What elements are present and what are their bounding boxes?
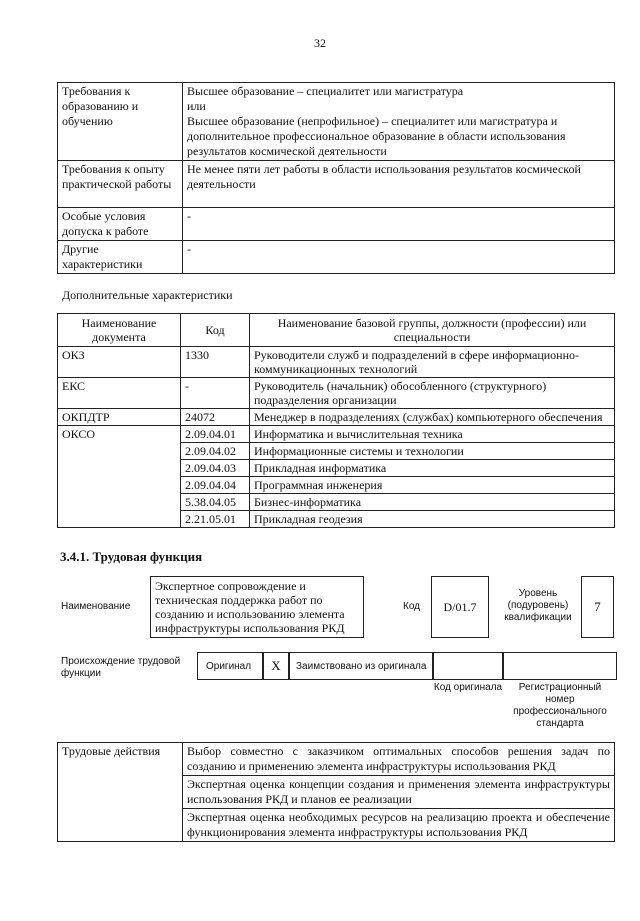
doc-cell: ОКЗ — [58, 347, 181, 378]
table-row — [58, 208, 615, 241]
requirement-value: - — [183, 241, 615, 274]
requirement-value: - — [183, 208, 615, 241]
borrowed-label: Заимствовано из оригинала — [296, 660, 427, 672]
orig-code-cell — [433, 652, 503, 680]
code-cell: 1330 — [181, 347, 250, 378]
actions-label: Трудовые действия — [58, 743, 183, 842]
requirement-label: Другие характеристики — [58, 241, 183, 274]
code-cell: 2.09.04.02 — [181, 443, 250, 460]
requirement-label: Требования к опыту практической работы — [58, 161, 183, 208]
code-cell: 2.09.04.01 — [181, 426, 250, 443]
doc-cell: ЕКС — [58, 378, 181, 409]
borrowed-cell — [289, 652, 433, 680]
column-header: Наименование базовой группы, должности (профессии) или специальности — [250, 314, 615, 347]
name-cell: Бизнес-информатика — [250, 494, 615, 511]
code-label: Код — [403, 601, 421, 612]
action-item: Экспертная оценка концепции создания и применения элемента инфраструктуры использования РКД и планов ее реализации — [183, 776, 615, 809]
name-cell: Руководители служб и подразделений в сфере информационно-коммуникационных технологий — [250, 347, 615, 378]
name-cell: Менеджер в подразделениях (службах) компьютерного обеспечения — [250, 409, 615, 426]
code-cell: 2.09.04.03 — [181, 460, 250, 477]
origin-row — [197, 652, 617, 680]
original-cell — [197, 652, 263, 680]
name-cell: Информатика и вычислительная техника — [250, 426, 615, 443]
level-label: Уровень (подуровень) квалификации — [504, 588, 572, 623]
name-cell: Руководитель (начальник) обособленного (структурного) подразделения организации — [250, 378, 615, 409]
code-cell: 2.21.05.01 — [181, 511, 250, 528]
additional-characteristics-table — [57, 313, 615, 528]
column-header: Код — [181, 314, 250, 347]
additional-caption: Дополнительные характеристики — [62, 288, 233, 302]
doc-cell: ОКПДТР — [58, 409, 181, 426]
table-row — [58, 378, 615, 409]
reg-number-cell — [503, 652, 617, 680]
code-cell: 24072 — [181, 409, 250, 426]
code-cell: 5.38.04.05 — [181, 494, 250, 511]
table-row — [58, 241, 615, 274]
name-cell: Информационные системы и технологии — [250, 443, 615, 460]
name-cell: Прикладная геодезия — [250, 511, 615, 528]
table-row — [58, 83, 615, 161]
code-cell: 2.09.04.04 — [181, 477, 250, 494]
requirements-table — [57, 82, 615, 274]
requirement-label: Требования к образованию и обучению — [58, 83, 183, 161]
table-row — [58, 161, 615, 208]
requirement-label: Особые условия допуска к работе — [58, 208, 183, 241]
labor-actions-table — [57, 742, 615, 842]
name-label: Наименование — [61, 601, 131, 612]
requirement-value: Высшее образование – специалитет или магистратура или Высшее образование (непрофильное) – специалитет или магистратура и дополнительное профессиональное образование в области использования результатов космической деятельности — [183, 83, 615, 161]
section-title: 3.4.1. Трудовая функция — [60, 549, 203, 564]
original-label: Оригинал — [206, 660, 252, 672]
table-row — [58, 743, 615, 776]
name-cell: Программная инженерия — [250, 477, 615, 494]
reg-number-label: Регистрационный номер профессионального стандарта — [513, 682, 607, 729]
action-item: Выбор совместно с заказчиком оптимальных способов решения задач по созданию и применению элемента инфраструктуры использования РКД — [183, 743, 615, 776]
page-number: 32 — [314, 36, 326, 50]
function-code-box: D/01.7 — [431, 576, 489, 638]
code-cell: - — [181, 378, 250, 409]
table-header-row — [58, 314, 615, 347]
name-cell: Прикладная информатика — [250, 460, 615, 477]
origin-label: Происхождение трудовой функции — [61, 656, 181, 679]
table-row — [58, 426, 615, 443]
table-row — [58, 347, 615, 378]
requirement-value: Не менее пяти лет работы в области использования результатов космической деятельности — [183, 161, 615, 208]
column-header: Наименование документа — [58, 314, 181, 347]
orig-code-label: Код оригинала — [433, 682, 503, 693]
function-name-box: Экспертное сопровождение и техническая поддержка работ по созданию и использованию элемента инфраструктуры использования РКД — [150, 576, 364, 638]
action-item: Экспертная оценка необходимых ресурсов на реализацию проекта и обеспечение функционирования элемента инфраструктуры использования РКД — [183, 809, 615, 842]
table-row — [58, 409, 615, 426]
doc-cell: ОКСО — [58, 426, 181, 528]
original-mark-cell: X — [263, 652, 289, 680]
level-box: 7 — [581, 576, 614, 638]
